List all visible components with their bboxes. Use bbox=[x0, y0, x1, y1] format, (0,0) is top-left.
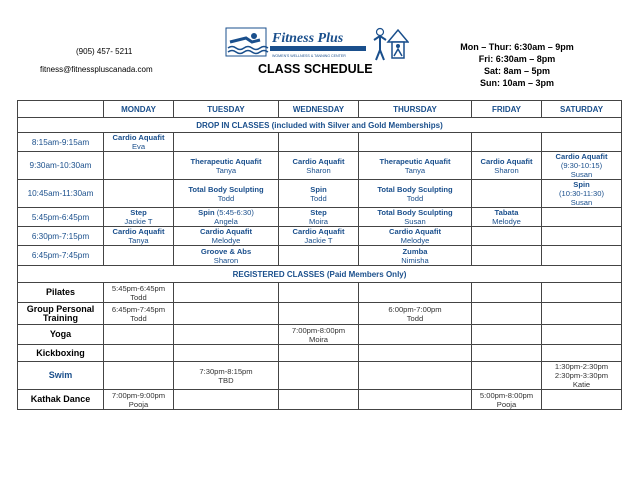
instructor: Melodye bbox=[400, 236, 430, 245]
page-title: CLASS SCHEDULE bbox=[258, 62, 373, 76]
day-header-tuesday: TUESDAY bbox=[174, 101, 279, 118]
class-name: Tabata bbox=[494, 208, 519, 217]
session-time: 1:30pm-2:30pm bbox=[554, 362, 609, 371]
session-time: 5:45pm-6:45pm bbox=[111, 283, 166, 293]
registered-cell bbox=[279, 345, 359, 362]
class-cell bbox=[472, 180, 542, 208]
instructor: Sharon bbox=[494, 165, 519, 175]
registered-cell bbox=[472, 303, 542, 325]
registered-cell bbox=[542, 283, 622, 303]
instructor: Susan bbox=[404, 217, 426, 226]
class-cell bbox=[279, 246, 359, 266]
session-time: 7:00pm-8:00pm bbox=[291, 325, 346, 335]
class-cell bbox=[472, 227, 542, 246]
day-header-saturday: SATURDAY bbox=[542, 101, 622, 118]
instructor: Todd bbox=[130, 292, 147, 302]
registered-banner-row bbox=[18, 266, 622, 283]
class-cell bbox=[542, 227, 622, 246]
class-name: Total Body Sculpting bbox=[377, 208, 453, 217]
drop-in-row bbox=[18, 246, 622, 266]
instructor: TBD bbox=[218, 375, 234, 385]
class-cell bbox=[279, 227, 359, 246]
instructor: Tanya bbox=[215, 165, 237, 175]
instructor: Todd bbox=[406, 193, 424, 203]
class-cell bbox=[359, 180, 472, 208]
registered-cell bbox=[279, 390, 359, 410]
registered-cell bbox=[359, 390, 472, 410]
registered-cell bbox=[174, 362, 279, 390]
schedule-body bbox=[18, 118, 622, 410]
class-cell bbox=[174, 208, 279, 227]
registered-cell bbox=[542, 345, 622, 362]
hours-sat: Sat: 8am – 5pm bbox=[483, 66, 551, 76]
session-time: 5:00pm-8:00pm bbox=[479, 390, 534, 400]
class-name: Spin bbox=[198, 208, 215, 217]
registered-cell bbox=[174, 345, 279, 362]
registered-cell bbox=[279, 283, 359, 303]
instructor: Melodye bbox=[492, 217, 521, 226]
instructor: Susan bbox=[570, 170, 593, 179]
class-time: (10:30-11:30) bbox=[558, 189, 605, 198]
registered-cell bbox=[542, 325, 622, 345]
registered-cell bbox=[279, 325, 359, 345]
drop-in-banner: DROP IN CLASSES (included with Silver and Gold Memberships) bbox=[18, 118, 622, 133]
registered-cell bbox=[174, 325, 279, 345]
registered-row bbox=[18, 283, 622, 303]
drop-in-banner-row bbox=[18, 118, 622, 133]
fitness-plus-logo bbox=[224, 24, 409, 64]
class-cell bbox=[472, 133, 542, 152]
class-name: Zumba bbox=[402, 246, 428, 256]
registered-cell bbox=[104, 283, 174, 303]
class-cell bbox=[104, 208, 174, 227]
class-name: Step bbox=[310, 208, 327, 217]
class-cell bbox=[542, 133, 622, 152]
registered-cell bbox=[542, 303, 622, 325]
registered-cell bbox=[359, 283, 472, 303]
registered-row bbox=[18, 325, 622, 345]
instructor: Angela bbox=[214, 217, 238, 226]
instructor: Tanya bbox=[404, 165, 426, 175]
instructor: Todd bbox=[310, 193, 327, 203]
session-time: 7:30pm-8:15pm bbox=[199, 366, 253, 376]
day-header-wednesday: WEDNESDAY bbox=[279, 101, 359, 118]
class-cell bbox=[279, 133, 359, 152]
instructor: Susan bbox=[570, 198, 593, 207]
schedule-table bbox=[17, 100, 622, 410]
instructor: Sharon bbox=[213, 255, 239, 265]
class-name: Cardio Aquafit bbox=[112, 227, 165, 236]
registered-banner: REGISTERED CLASSES (Paid Members Only) bbox=[18, 266, 622, 283]
class-name: Step bbox=[130, 208, 147, 217]
class-name-line bbox=[175, 208, 277, 217]
instructor: Eva bbox=[131, 142, 146, 151]
registered-cell bbox=[359, 303, 472, 325]
class-cell bbox=[174, 152, 279, 180]
instructor: Jackie T bbox=[124, 217, 153, 226]
registered-cell bbox=[104, 303, 174, 325]
class-name: Total Body Sculpting bbox=[377, 184, 453, 194]
registered-class-name: Pilates bbox=[18, 283, 104, 303]
registered-cell bbox=[359, 325, 472, 345]
class-name: Cardio Aquafit bbox=[555, 152, 608, 161]
registered-cell bbox=[359, 345, 472, 362]
registered-cell bbox=[104, 325, 174, 345]
instructor: Todd bbox=[130, 313, 147, 323]
email-address: fitness@fitnesspluscanada.com bbox=[40, 65, 153, 74]
time-slot: 6:45pm-7:45pm bbox=[18, 246, 104, 266]
class-cell bbox=[104, 246, 174, 266]
drop-in-row bbox=[18, 208, 622, 227]
class-name: Cardio Aquafit bbox=[292, 156, 345, 166]
class-cell bbox=[472, 152, 542, 180]
day-header-row bbox=[18, 101, 622, 118]
instructor: Nimisha bbox=[401, 255, 429, 265]
class-cell bbox=[359, 133, 472, 152]
registered-row bbox=[18, 362, 622, 390]
class-time: (9:30-10:15) bbox=[560, 161, 603, 170]
instructor: Pooja bbox=[128, 399, 149, 409]
hours-fri: Fri: 6:30am – 8pm bbox=[478, 54, 556, 64]
class-time: (5:45-6:30) bbox=[214, 208, 254, 217]
registered-cell bbox=[174, 390, 279, 410]
registered-cell bbox=[174, 303, 279, 325]
registered-cell bbox=[472, 283, 542, 303]
class-cell bbox=[104, 133, 174, 152]
registered-cell bbox=[542, 390, 622, 410]
time-slot: 8:15am-9:15am bbox=[18, 133, 104, 152]
class-name: Cardio Aquafit bbox=[199, 227, 253, 236]
instructor: Pooja bbox=[496, 399, 517, 409]
class-name: Groove & Abs bbox=[200, 246, 252, 256]
hours-mon-thur: Mon – Thur: 6:30am – 9pm bbox=[460, 42, 574, 52]
session-time: 2:30pm-3:30pm bbox=[554, 371, 609, 380]
time-slot: 5:45pm-6:45pm bbox=[18, 208, 104, 227]
registered-class-name: Group Personal Training bbox=[18, 303, 104, 325]
registered-cell bbox=[104, 345, 174, 362]
class-cell bbox=[174, 133, 279, 152]
time-slot: 10:45am-11:30am bbox=[18, 180, 104, 208]
class-cell bbox=[174, 227, 279, 246]
instructor: Todd bbox=[217, 193, 235, 203]
day-header-blank bbox=[18, 101, 104, 118]
registered-cell bbox=[542, 362, 622, 390]
drop-in-row bbox=[18, 227, 622, 246]
opening-hours bbox=[447, 41, 587, 89]
instructor: Sharon bbox=[306, 165, 331, 175]
class-name: Therapeutic Aquafit bbox=[379, 156, 451, 166]
registered-cell bbox=[279, 362, 359, 390]
registered-cell bbox=[359, 362, 472, 390]
registered-cell bbox=[472, 362, 542, 390]
registered-cell bbox=[279, 303, 359, 325]
session-time: 6:00pm-7:00pm bbox=[388, 304, 442, 314]
class-cell bbox=[104, 180, 174, 208]
time-slot: 6:30pm-7:15pm bbox=[18, 227, 104, 246]
class-cell bbox=[359, 246, 472, 266]
class-name: Total Body Sculpting bbox=[188, 184, 264, 194]
instructor: Moira bbox=[309, 334, 328, 344]
registered-cell bbox=[174, 283, 279, 303]
class-name: Spin bbox=[310, 184, 327, 194]
drop-in-row bbox=[18, 152, 622, 180]
day-header-friday: FRIDAY bbox=[472, 101, 542, 118]
instructor: Melodye bbox=[211, 236, 241, 245]
instructor: Katie bbox=[572, 380, 591, 389]
class-name: Cardio Aquafit bbox=[480, 156, 533, 166]
class-cell bbox=[174, 246, 279, 266]
class-cell bbox=[174, 180, 279, 208]
class-cell bbox=[359, 208, 472, 227]
class-cell bbox=[359, 152, 472, 180]
registered-class-name: Kathak Dance bbox=[18, 390, 104, 410]
instructor: Tanya bbox=[128, 236, 149, 245]
registered-cell bbox=[472, 390, 542, 410]
day-header-monday: MONDAY bbox=[104, 101, 174, 118]
class-cell bbox=[542, 246, 622, 266]
time-slot: 9:30am-10:30am bbox=[18, 152, 104, 180]
logo-text: Fitness Plus bbox=[272, 31, 344, 46]
day-header-thursday: THURSDAY bbox=[359, 101, 472, 118]
registered-class-name: Kickboxing bbox=[18, 345, 104, 362]
registered-cell bbox=[472, 345, 542, 362]
class-cell bbox=[359, 227, 472, 246]
drop-in-row bbox=[18, 133, 622, 152]
class-cell bbox=[542, 208, 622, 227]
instructor: Moira bbox=[309, 217, 328, 226]
phone-number: (905) 457- 5211 bbox=[76, 47, 133, 56]
class-cell bbox=[104, 227, 174, 246]
class-name: Cardio Aquafit bbox=[388, 227, 442, 236]
class-cell bbox=[472, 246, 542, 266]
class-cell bbox=[279, 208, 359, 227]
class-cell bbox=[279, 152, 359, 180]
class-cell bbox=[472, 208, 542, 227]
class-cell bbox=[542, 180, 622, 208]
session-time: 6:45pm-7:45pm bbox=[111, 304, 166, 314]
session-time: 7:00pm-9:00pm bbox=[111, 390, 166, 400]
registered-class-name: Swim bbox=[18, 362, 104, 390]
registered-cell bbox=[104, 362, 174, 390]
class-cell bbox=[104, 152, 174, 180]
class-name: Spin bbox=[573, 180, 590, 189]
class-cell bbox=[279, 180, 359, 208]
logo-subtitle: WOMEN'S WELLNESS & TANNING CENTER bbox=[272, 54, 346, 58]
registered-row bbox=[18, 303, 622, 325]
hours-sun: Sun: 10am – 3pm bbox=[479, 78, 555, 88]
registered-cell bbox=[472, 325, 542, 345]
class-name: Cardio Aquafit bbox=[292, 227, 345, 236]
class-name: Therapeutic Aquafit bbox=[190, 156, 262, 166]
instructor: Todd bbox=[406, 313, 424, 323]
class-name: Cardio Aquafit bbox=[112, 133, 165, 142]
drop-in-row bbox=[18, 180, 622, 208]
instructor: Jackie T bbox=[304, 236, 333, 245]
registered-row bbox=[18, 390, 622, 410]
class-cell bbox=[542, 152, 622, 180]
registered-row bbox=[18, 345, 622, 362]
registered-class-name: Yoga bbox=[18, 325, 104, 345]
registered-cell bbox=[104, 390, 174, 410]
